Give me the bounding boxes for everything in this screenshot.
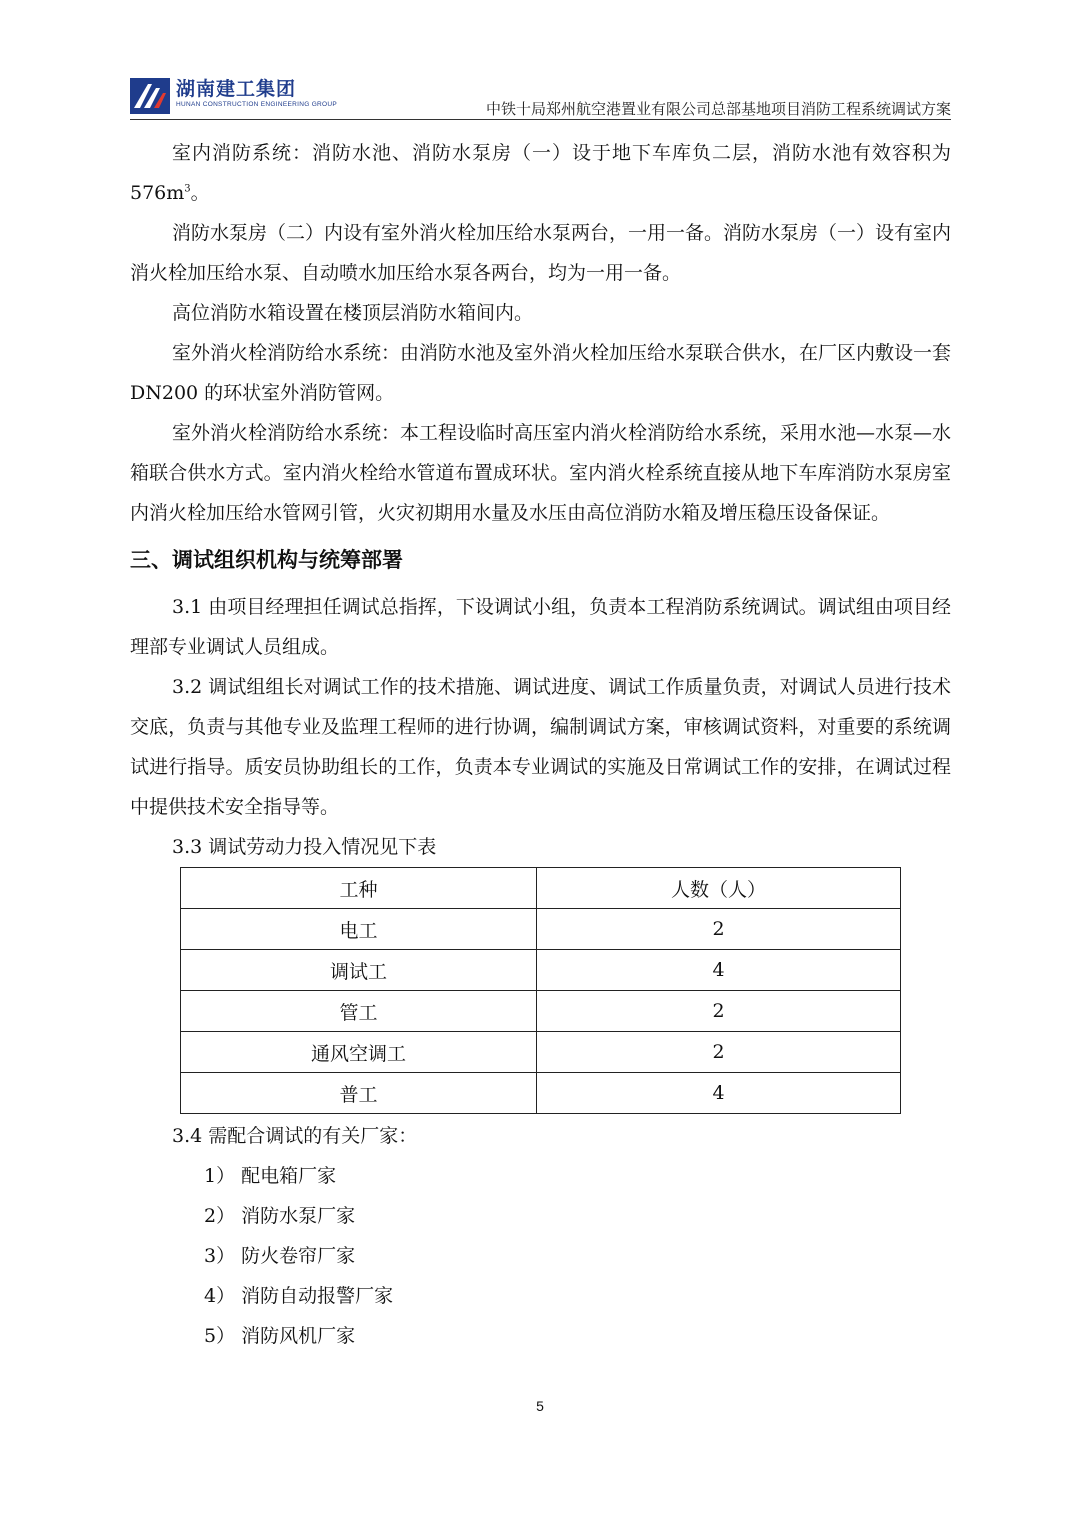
table-cell-trade: 管工 [181,991,537,1032]
table-cell-trade: 电工 [181,909,537,950]
table-header-cell: 人数（人） [537,868,901,909]
paragraph-pump-room: 消防水泵房（二）内设有室外消火栓加压给水泵两台，一用一备。消防水泵房（一）设有室内消火栓加压给水泵、自动喷水加压给水泵各两台，均为一用一备。 [130,222,952,284]
logo-subtitle: HUNAN CONSTRUCTION ENGINEERING GROUP [176,101,338,108]
list-item: 5） 消防风机厂家 [204,1325,356,1347]
list-item: 4） 消防自动报警厂家 [204,1285,394,1307]
table-row [181,909,901,950]
logo-name: 湖南建工集团 [176,78,297,100]
cubic-superscript: 3 [184,183,191,195]
header-divider [130,119,951,120]
table-row [181,950,901,991]
page-number: 5 [536,1398,544,1414]
table-cell-trade: 普工 [181,1073,537,1114]
table-cell-count: 2 [537,1032,901,1073]
list-item: 1） 配电箱厂家 [204,1165,337,1187]
paragraph-3-1: 3.1 由项目经理担任调试总指挥，下设调试小组，负责本工程消防系统调试。调试组由项目经理部专业调试人员组成。 [130,596,951,658]
table-cell-count: 2 [537,909,901,950]
table-header-row [181,868,901,909]
list-item: 3） 防火卷帘厂家 [204,1245,356,1267]
table-header-cell: 工种 [181,868,537,909]
section-3-heading: 三、调试组织机构与统筹部署 [130,548,403,572]
paragraph-3-2: 3.2 调试组组长对调试工作的技术措施、调试进度、调试工作质量负责，对调试人员进行技术交底，负责与其他专业及监理工程师的进行协调，编制调试方案，审核调试资料，对重要的系统调试进行指导。质安员协助组长的工作，负责本专业调试的实施及日常调试工作的安排，在调试过程中提供技术安全指导等。 [130,676,951,818]
company-logo-icon [130,78,170,114]
table-row [181,1073,901,1114]
table-cell-count: 2 [537,991,901,1032]
paragraph-3-4: 3.4 需配合调试的有关厂家： [172,1125,418,1147]
table-cell-count: 4 [537,950,901,991]
list-item: 2） 消防水泵厂家 [204,1205,356,1227]
paragraph-indoor-hydrant: 室外消火栓消防给水系统：本工程设临时高压室内消火栓消防给水系统，采用水池—水泵—水箱联合供水方式。室内消火栓给水管道布置成环状。室内消火栓系统直接从地下车库消防水泵房室内消火栓加压给水管网引管，火灾初期用水量及水压由高位消防水箱及增压稳压设备保证。 [130,422,952,524]
paragraph-outdoor-hydrant: 室外消火栓消防给水系统：由消防水池及室外消火栓加压给水泵联合供水，在厂区内敷设一套 DN200 的环状室外消防管网。 [130,342,952,404]
company-logo [130,78,337,118]
paragraph-3-3: 3.3 调试劳动力投入情况见下表 [172,836,437,858]
table-row [181,1032,901,1073]
table-cell-trade: 通风空调工 [181,1032,537,1073]
page-body [130,133,951,1356]
paragraph-water-tank: 高位消防水箱设置在楼顶层消防水箱间内。 [172,302,534,324]
page-header [130,74,951,120]
paragraph-indoor-system: 室内消防系统：消防水池、消防水泵房（一）设于地下车库负二层，消防水池有效容积为 $576m^3$。 [130,142,951,204]
document-title: 中铁十局郑州航空港置业有限公司总部基地项目消防工程系统调试方案 [485,100,951,118]
table-row [181,991,901,1032]
table-cell-trade: 调试工 [181,950,537,991]
labor-table [180,867,901,1114]
table-cell-count: 4 [537,1073,901,1114]
